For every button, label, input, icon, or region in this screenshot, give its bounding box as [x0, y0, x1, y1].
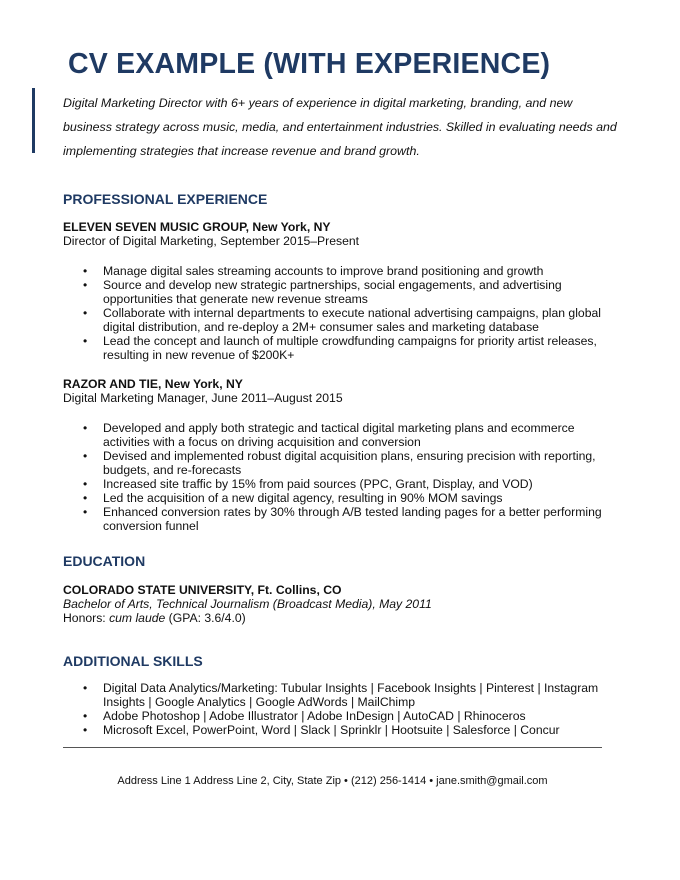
job-2-company: RAZOR AND TIE, New York, NY	[63, 377, 243, 391]
summary-accent-bar	[32, 88, 35, 153]
bullet-line: digital distribution, and re-deploy a 2M+ consumer sales and marketing database	[103, 320, 539, 334]
bullet-line: • Devised and implemented robust digital acquisition plans, ensuring precision with reporting,	[103, 449, 596, 463]
job-2-bullets	[103, 421, 613, 533]
bullet-line: budgets, and re-forecasts	[103, 463, 242, 477]
bullet-line: • Increased site traffic by 15% from paid sources (PPC, Grant, Display, and VOD)	[103, 477, 533, 491]
bullet-line: • Adobe Photoshop | Adobe Illustrator | Adobe InDesign | AutoCAD | Rhinoceros	[103, 709, 526, 723]
bullet-line: • Digital Data Analytics/Marketing: Tubular Insights | Facebook Insights | Pinterest | Instagram	[103, 681, 599, 695]
list-item	[103, 477, 613, 491]
bullet-line: • Manage digital sales streaming accounts to improve brand positioning and growth	[103, 264, 544, 278]
job-2-role: Digital Marketing Manager, June 2011–August 2015	[63, 391, 343, 405]
job-1-role: Director of Digital Marketing, September 2015–Present	[63, 234, 360, 248]
bullet-line: • Enhanced conversion rates by 30% through A/B tested landing pages for a better performing	[103, 505, 602, 519]
experience-heading: PROFESSIONAL EXPERIENCE	[63, 191, 268, 207]
job-1-header	[63, 220, 623, 248]
education-degree: Bachelor of Arts, Technical Journalism (Broadcast Media), May 2011	[63, 597, 432, 611]
list-item	[103, 421, 613, 449]
honors-label: Honors:	[63, 611, 110, 625]
job-2-header	[63, 377, 623, 405]
education-entry	[63, 583, 623, 625]
footer-divider	[63, 747, 602, 748]
bullet-line: • Source and develop new strategic partnerships, social engagements, and advertising	[103, 278, 562, 292]
page-title: CV EXAMPLE (WITH EXPERIENCE)	[68, 48, 551, 80]
list-item	[103, 681, 613, 709]
job-1-bullets	[103, 264, 613, 362]
list-item	[103, 449, 613, 477]
education-heading: EDUCATION	[63, 553, 146, 569]
list-item	[103, 723, 613, 737]
summary-line: implementing strategies that increase revenue and brand growth.	[63, 144, 420, 158]
bullet-line: activities with a focus on driving acquisition and conversion	[103, 435, 421, 449]
list-item	[103, 334, 613, 362]
bullet-line: resulting in new revenue of $200K+	[103, 348, 295, 362]
summary	[63, 91, 623, 163]
summary-line: Digital Marketing Director with 6+ years of experience in digital marketing, branding, and new	[63, 96, 573, 110]
bullet-line: • Microsoft Excel, PowerPoint, Word | Slack | Sprinklr | Hootsuite | Salesforce | Concur	[103, 723, 560, 737]
list-item	[103, 709, 613, 723]
bullet-line: • Lead the concept and launch of multiple crowdfunding campaigns for priority artist releases,	[103, 334, 597, 348]
honors-value: cum laude	[109, 611, 166, 625]
skills-heading: ADDITIONAL SKILLS	[63, 653, 203, 669]
footer-contact: Address Line 1 Address Line 2, City, State Zip • (212) 256-1414 • jane.smith@gmail.com	[117, 775, 548, 787]
bullet-line: conversion funnel	[103, 519, 199, 533]
bullet-line: • Collaborate with internal departments to execute national advertising campaigns, plan global	[103, 306, 601, 320]
list-item	[103, 264, 613, 278]
education-honors	[63, 611, 623, 625]
bullet-line: • Led the acquisition of a new digital agency, resulting in 90% MOM savings	[103, 491, 503, 505]
job-1-company: ELEVEN SEVEN MUSIC GROUP, New York, NY	[63, 220, 331, 234]
bullet-line: Insights | Google Analytics | Google AdWords | MailChimp	[103, 695, 416, 709]
list-item	[103, 278, 613, 306]
summary-line: business strategy across music, media, and entertainment industries. Skilled in evaluating needs and	[63, 120, 617, 134]
skills-bullets	[103, 681, 613, 737]
list-item	[103, 491, 613, 505]
honors-gpa: (GPA: 3.6/4.0)	[165, 611, 246, 625]
education-school: COLORADO STATE UNIVERSITY, Ft. Collins, CO	[63, 583, 342, 597]
list-item	[103, 505, 613, 533]
bullet-line: • Developed and apply both strategic and tactical digital marketing plans and ecommerce	[103, 421, 575, 435]
list-item	[103, 306, 613, 334]
bullet-line: opportunities that generate new revenue streams	[103, 292, 368, 306]
